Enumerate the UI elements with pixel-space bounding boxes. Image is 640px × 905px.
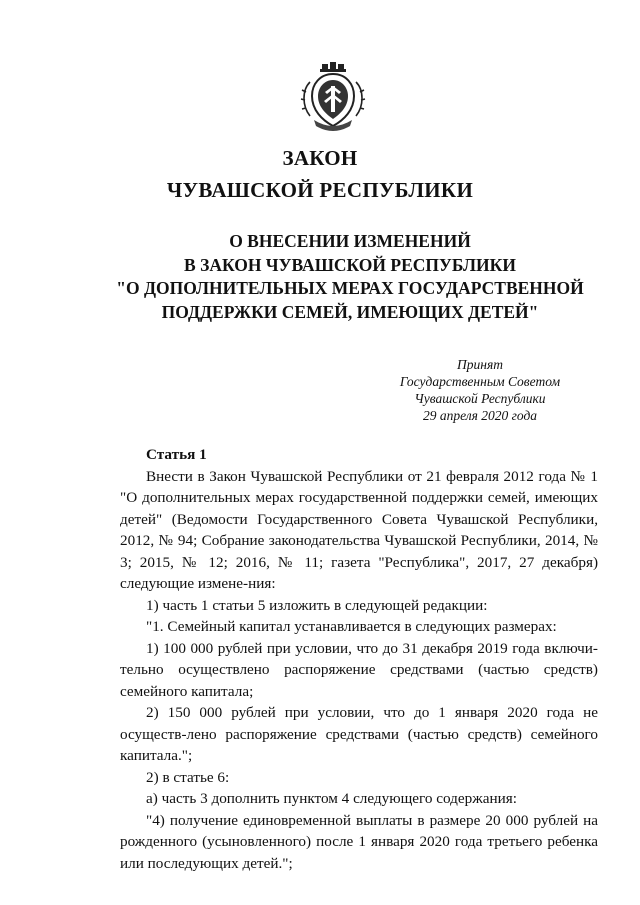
- adoption-date: 29 апреля 2020 года: [422, 408, 538, 423]
- subtitle-line: ПОДДЕРЖКИ СЕМЕЙ, ИМЕЮЩИХ ДЕТЕЙ": [161, 301, 539, 322]
- adoption-line: Государственным Советом: [399, 374, 561, 389]
- article-paragraph: 1) часть 1 статьи 5 изложить в следующей редакции:: [146, 596, 488, 614]
- article-paragraph: 2) 150 000 рублей при условии, что до 1 января 2020 года не осуществ-лено распоряжение средствами (частью средств) семейного капитала.";: [120, 704, 598, 764]
- article-paragraph: а) часть 3 дополнить пунктом 4 следующего содержания:: [146, 790, 517, 807]
- article-paragraph: 1) 100 000 рублей при условии, что до 31 декабря 2019 года включи-тельно осуществлено распоряжение средствами (частью средств) семейного капитала;: [120, 639, 598, 700]
- adoption-block: [370, 356, 590, 424]
- article-heading: Статья 1: [146, 446, 207, 463]
- article-body: [120, 444, 598, 874]
- article-paragraph: "1. Семейный капитал устанавливается в следующих размерах:: [146, 618, 557, 635]
- article-paragraph: 2) в статье 6:: [146, 768, 230, 786]
- adoption-line: Чувашской Республики: [414, 391, 546, 406]
- adoption-line: Принят: [457, 357, 503, 372]
- law-subtitle: [70, 230, 630, 324]
- law-title-republic: ЧУВАШСКОЙ РЕСПУБЛИКИ: [166, 178, 474, 202]
- coat-of-arms-chuvash-republic-icon: [300, 62, 366, 132]
- article-paragraph: "4) получение единовременной выплаты в размере 20 000 рублей на рожденного (усыновленного) после 1 января 2020 года третьего ребенка или последующих детей.";: [120, 811, 598, 872]
- subtitle-line: "О ДОПОЛНИТЕЛЬНЫХ МЕРАХ ГОСУДАРСТВЕННОЙ: [116, 278, 584, 298]
- subtitle-line: О ВНЕСЕНИИ ИЗМЕНЕНИЙ: [229, 231, 471, 251]
- law-title: ЗАКОН: [282, 146, 358, 170]
- subtitle-line: В ЗАКОН ЧУВАШСКОЙ РЕСПУБЛИКИ: [184, 254, 516, 275]
- article-paragraph: Внести в Закон Чувашской Республики от 21 февраля 2012 года № 1 "О дополнительных мерах государственной поддержки семей, имеющих детей" (Ведомости Государственного Совета Чувашской Республики, 2012, № 94; Собрание законодательства Чувашской Республики, 2014, № 3; 2015, № 12; 2016, № 11; газета "Республика", 2017, 27 декабря) следующие измене-ния:: [120, 467, 598, 592]
